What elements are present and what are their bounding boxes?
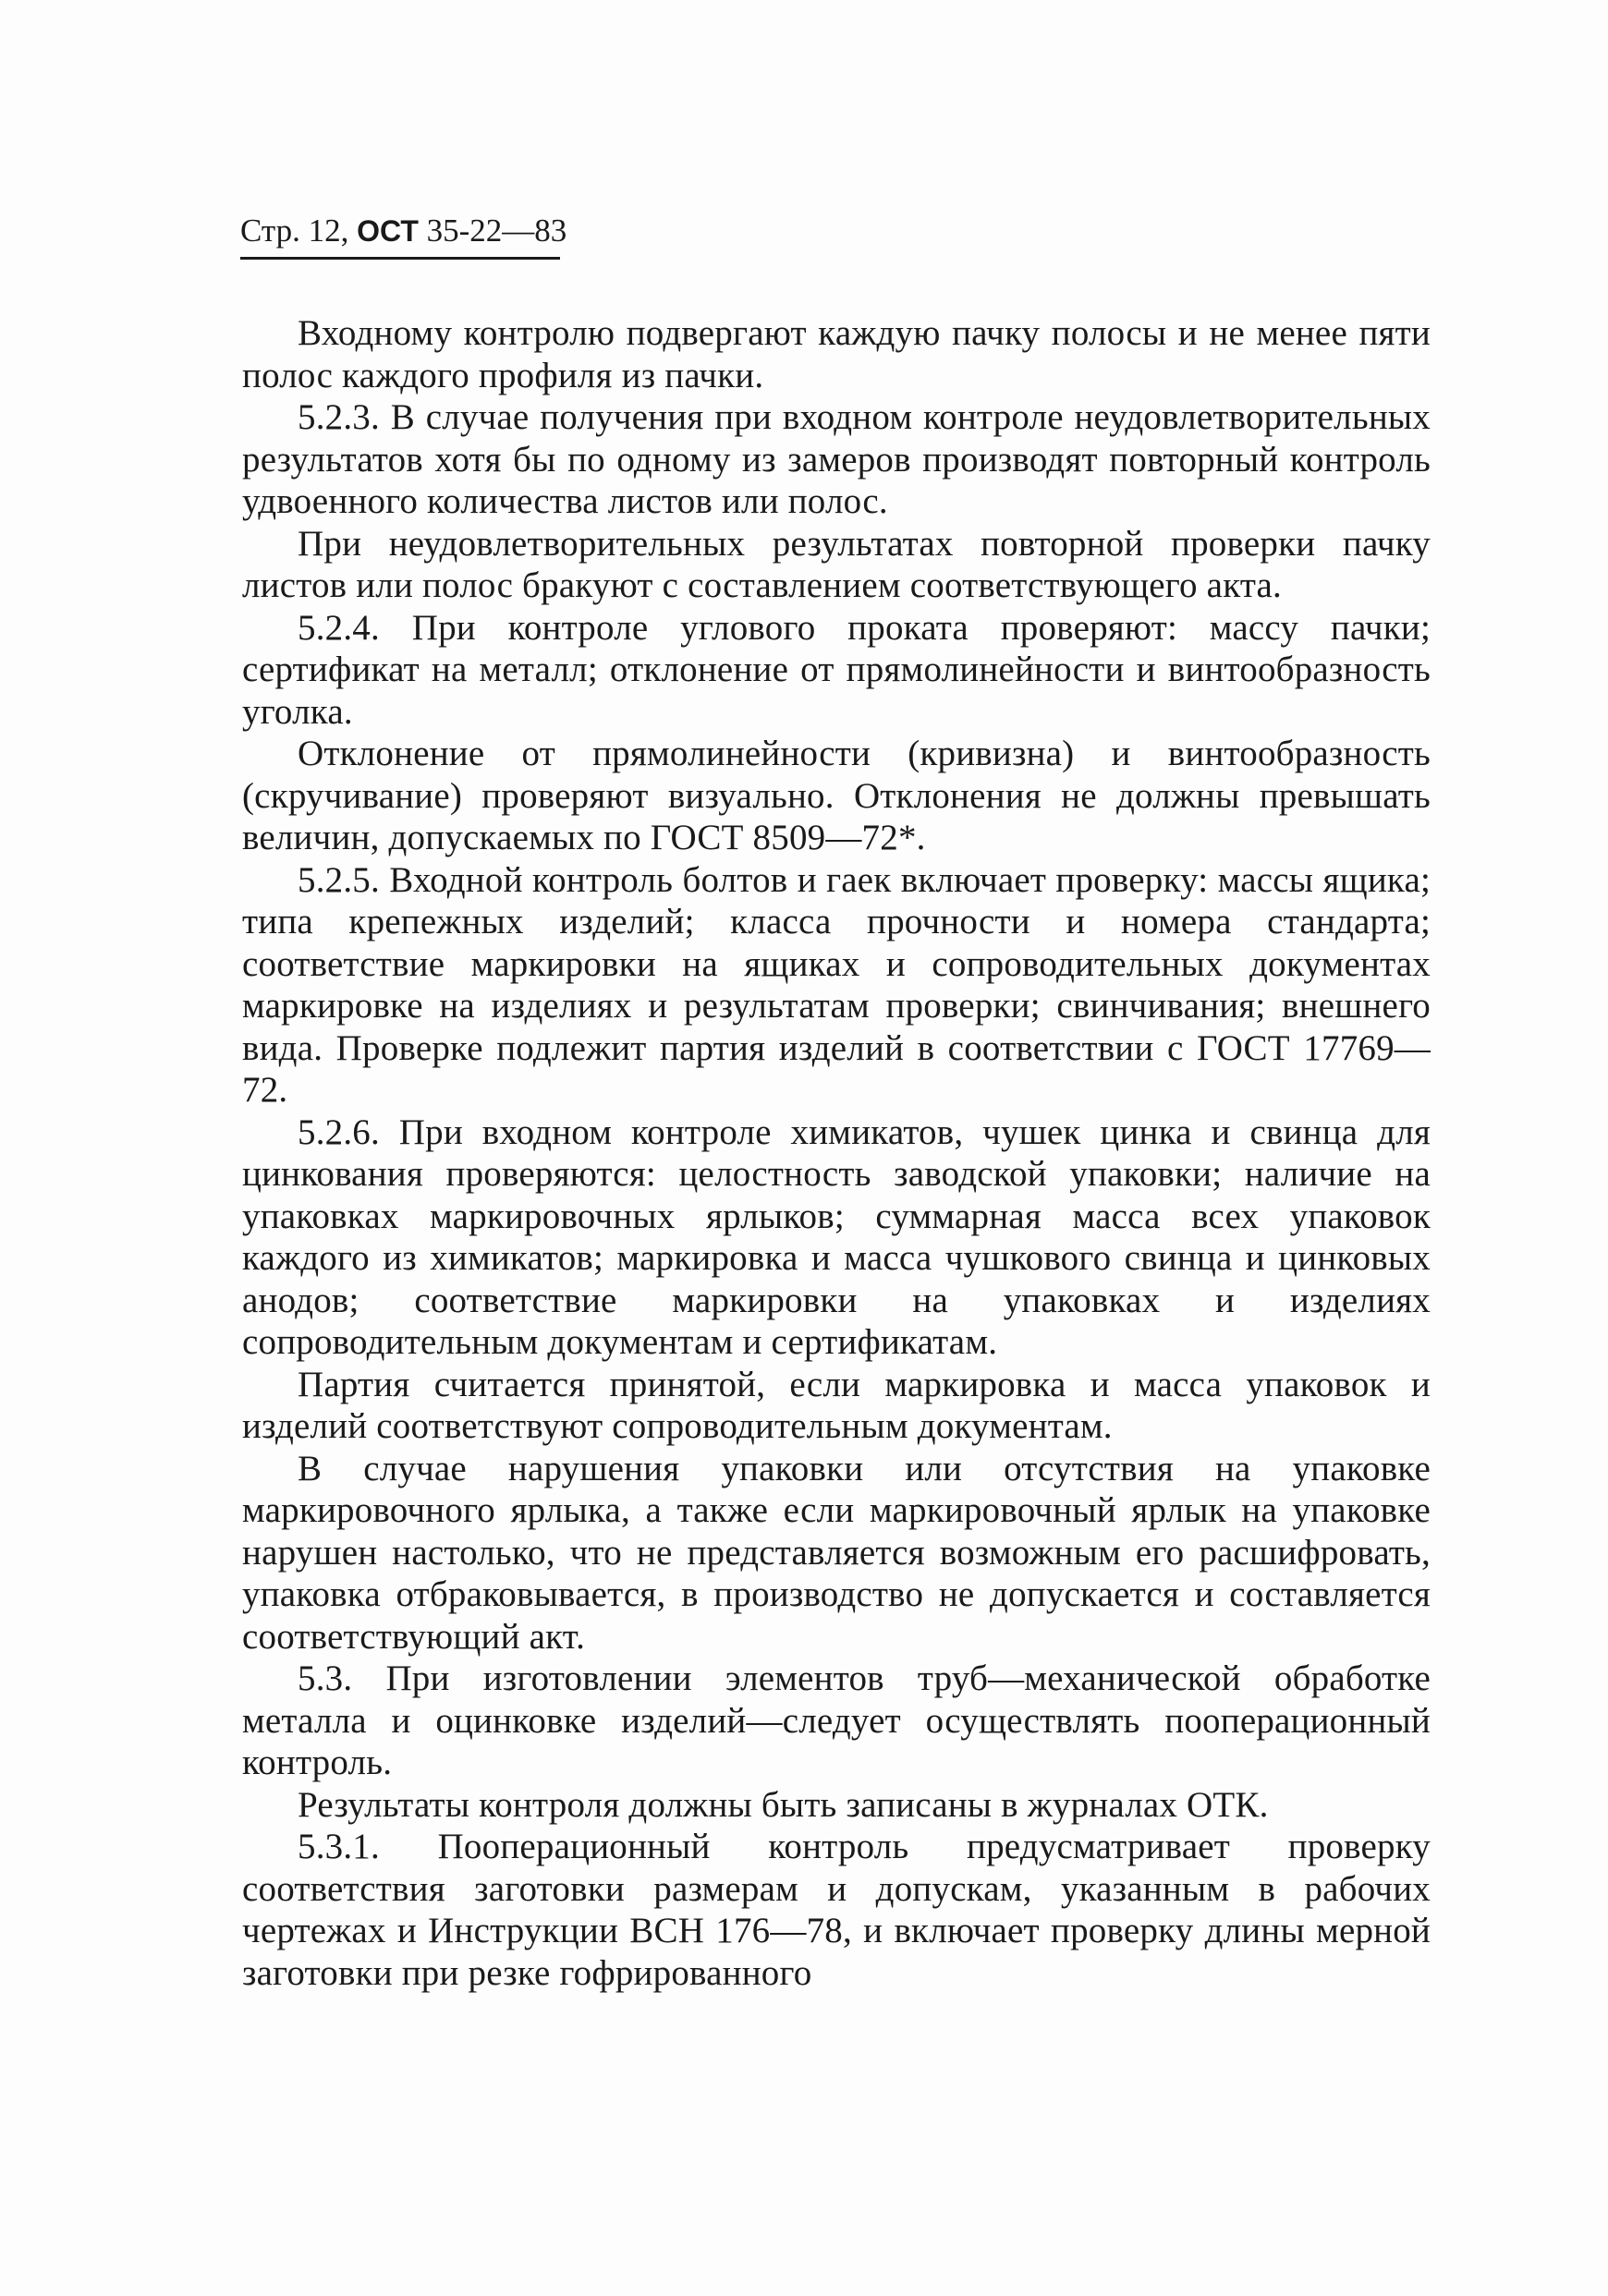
paragraph-5-3: 5.3. При изготовлении элементов труб—механической обработке металла и оцинковке изделий—следует осуществлять пооперационный контроль. — [242, 1658, 1431, 1782]
paragraph-packaging-violation: В случае нарушения упаковки или отсутствия на упаковке маркировочного ярлыка, а также если маркировочный ярлык на упаковке нарушен настолько, что не представляется возможным его расшифровать, упаковка отбраковывается, в производство не допускается и составляется соответствующий акт. — [242, 1448, 1431, 1657]
paragraph-5-3-1: 5.3.1. Пооперационный контроль предусматривает проверку соответствия заготовки размерам и допускам, указанным в рабочих чертежах и Инструкции ВСН 176—78, и включает проверку длины мерной заготовки при резке гофрированного — [242, 1827, 1431, 1993]
document-body — [242, 312, 1431, 1994]
paragraph-repeat-check: При неудовлетворительных результатах повторной проверки пачку листов или полос бракуют с составлением соответствующего акта. — [242, 523, 1431, 605]
paragraph-5-2-5: 5.2.5. Входной контроль болтов и гаек включает проверку: массы ящика; типа крепежных изделий; класса прочности и номера стандарта; соответствие маркировки на ящиках и сопроводительных документах маркировке на изделиях и результатам проверки; свинчивания; внешнего вида. Проверке подлежит партия изделий в соответствии с ГОСТ 17769—72. — [242, 859, 1431, 1110]
paragraph-5-2-3: 5.2.3. В случае получения при входном контроле неудовлетворительных результатов хотя бы по одному из замеров производят повторный контроль удвоенного количества листов или полос. — [242, 397, 1431, 521]
paragraph-batch-accepted: Партия считается принятой, если маркировка и масса упаковок и изделий соответствуют сопроводительным документам. — [242, 1364, 1431, 1446]
paragraph-deviation: Отклонение от прямолинейности (кривизна) и винтообразность (скручивание) проверяют визуально. Отклонения не должны превышать величин, допускаемых по ГОСТ 8509—72*. — [242, 734, 1431, 857]
paragraph-otk-journals: Результаты контроля должны быть записаны в журналах ОТК. — [298, 1784, 1269, 1825]
header-underline — [240, 257, 560, 260]
standard-number: 35-22—83 — [426, 213, 567, 249]
page-number-label: Стр. 12, — [240, 213, 349, 249]
standard-code: ОСТ — [357, 214, 419, 248]
paragraph-5-2-4: 5.2.4. При контроле углового проката проверяют: массу пачки; сертификат на металл; отклонение от прямолинейности и винтообразность уголка. — [242, 607, 1431, 732]
paragraph-incoming-control: Входному контролю подвергают каждую пачку полосы и не менее пяти полос каждого профиля из пачки. — [242, 313, 1431, 395]
paragraph-5-2-6: 5.2.6. При входном контроле химикатов, чушек цинка и свинца для цинкования проверяются: целостность заводской упаковки; наличие на упаковках маркировочных ярлыков; суммарная масса всех упаковок каждого из химикатов; маркировка и масса чушкового свинца и цинковых анодов; соответствие маркировки на упаковках и изделиях сопроводительным документам и сертификатам. — [242, 1112, 1431, 1362]
page-header — [240, 211, 566, 251]
